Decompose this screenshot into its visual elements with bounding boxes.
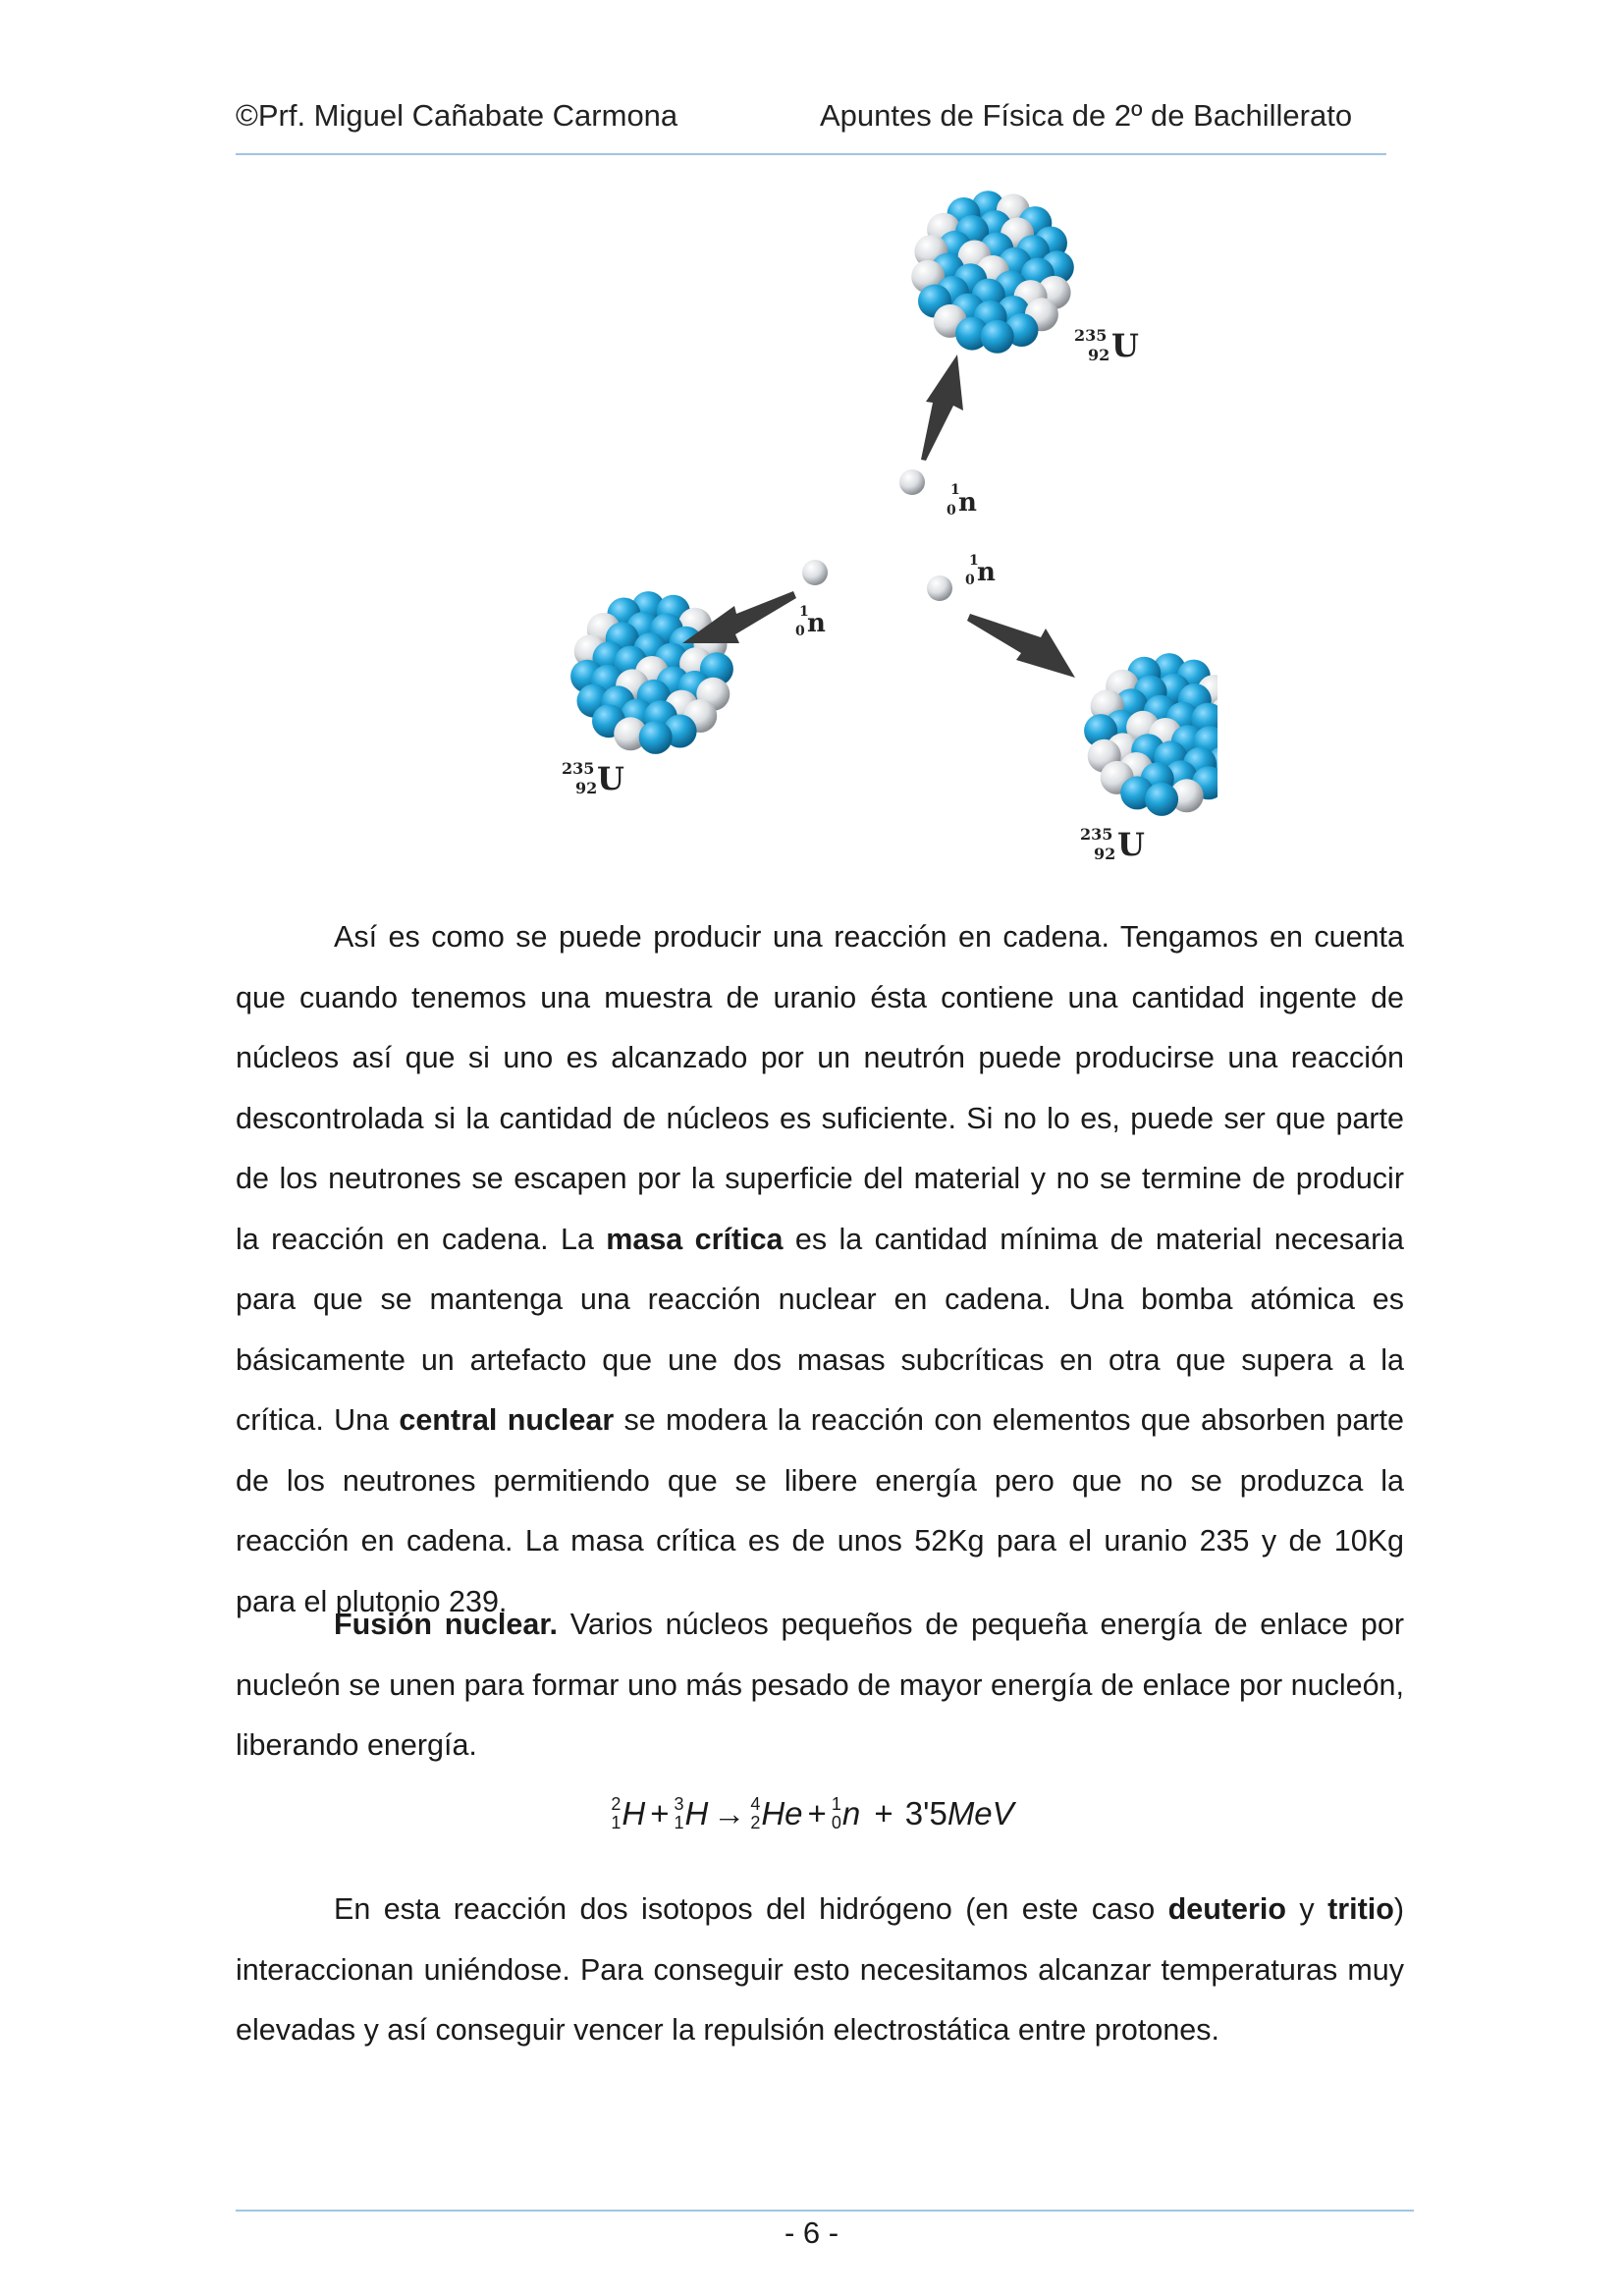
footer-divider	[236, 2210, 1414, 2212]
svg-text:U: U	[597, 760, 624, 797]
page-number: - 6 -	[784, 2215, 839, 2250]
plus-sign: +	[650, 1795, 670, 1831]
svg-text:1: 1	[969, 553, 979, 569]
svg-text:235: 235	[1080, 825, 1113, 844]
neutron-right	[927, 575, 952, 601]
svg-text:U: U	[1117, 826, 1145, 863]
svg-text:0: 0	[965, 573, 975, 588]
proton-sphere	[1145, 783, 1178, 816]
paragraph-text: ) interaccionan uniéndose. Para conseguir esto necesitamos alcanzar temperaturas muy elevadas y así conseguir vencer la repulsión electrostática entre protones.	[236, 1892, 1404, 2047]
arrow-to-top-nucleus	[921, 355, 963, 461]
uranium-label-right	[1080, 825, 1145, 863]
paragraph-text: En esta reacción dos isotopos del hidrógeno (en este caso	[334, 1892, 1168, 1926]
svg-text:92: 92	[1088, 346, 1110, 364]
term-tritium: tritio	[1327, 1892, 1394, 1926]
svg-text:1: 1	[950, 482, 960, 498]
chain-reaction-figure	[511, 182, 1217, 879]
svg-text:U: U	[1111, 327, 1139, 364]
reaction-arrow: →	[713, 1795, 746, 1831]
paragraph-text: y	[1285, 1892, 1328, 1926]
uranium-nucleus-left	[570, 591, 733, 754]
uranium-label-left	[562, 759, 624, 797]
paragraph-text: Varios núcleos pequeños de pequeña energía de enlace por nucleón se unen para formar uno más pesado de mayor energía de enlace por nucleón, liberando energía.	[236, 1608, 1405, 1762]
term-nuclear-fusion: Fusión nuclear.	[334, 1608, 558, 1641]
svg-text:235: 235	[1074, 326, 1108, 345]
proton-sphere	[639, 721, 673, 754]
neutron-label-left	[795, 604, 826, 639]
neutron-label-right	[965, 553, 996, 588]
arrow-to-right-nucleus	[967, 614, 1075, 678]
neutron-left	[802, 560, 828, 585]
neutron-nuclide: 1 0 n	[831, 1794, 861, 1833]
svg-text:92: 92	[1094, 845, 1116, 863]
header-divider	[236, 153, 1386, 155]
svg-text:n: n	[977, 558, 996, 587]
svg-text:235: 235	[562, 759, 595, 778]
neutron-top	[899, 469, 925, 495]
paragraph-fusion	[236, 1595, 1404, 1777]
uranium-nucleus-top	[911, 191, 1074, 354]
svg-text:0: 0	[947, 503, 956, 519]
proton-sphere	[981, 320, 1014, 354]
svg-text:1: 1	[799, 604, 809, 620]
chain-reaction-diagram	[511, 182, 1217, 879]
helium-nuclide: 4 2 He	[750, 1794, 803, 1833]
paragraph-text: se modera la reacción con elementos que absorben parte de los neutrones permitiendo que se libere energía pero que no se produzca la reacción en cadena. La masa crítica es de unos 52Kg para el uranio 235 y de 10Kg para el plutonio 239.	[236, 1403, 1404, 1618]
deuterium-nuclide: 2 1 H	[611, 1794, 646, 1833]
energy-value: 3'5	[904, 1795, 947, 1831]
svg-text:92: 92	[575, 779, 598, 797]
svg-text:n: n	[958, 488, 977, 518]
neutron-label-top	[947, 482, 977, 519]
tritium-nuclide: 3 1 H	[674, 1794, 709, 1833]
header-subject: Apuntes de Física de 2º de Bachillerato	[820, 98, 1353, 133]
paragraph-text: Así es como se puede producir una reacción en cadena. Tengamos en cuenta que cuando tenemos una muestra de uranio ésta contiene una cantidad ingente de núcleos así que si uno es alcanzado por un neutrón puede producirse una reacción descontrolada si la cantidad de núcleos es suficiente. Si no lo es, puede ser que parte de los neutrones se escapen por la superficie del material y no se termine de producir la reacción en cadena. La	[236, 920, 1404, 1256]
svg-text:n: n	[807, 609, 826, 638]
svg-text:0: 0	[795, 624, 805, 639]
fusion-equation	[0, 1795, 1623, 1834]
plus-sign: +	[807, 1795, 827, 1831]
paragraph-isotopes	[236, 1880, 1404, 2061]
page-header	[236, 94, 1384, 143]
term-nuclear-plant: central nuclear	[399, 1403, 615, 1437]
uranium-nucleus-right	[1084, 653, 1217, 816]
term-critical-mass: masa crítica	[606, 1222, 784, 1256]
header-author: ©Prf. Miguel Cañabate Carmona	[236, 98, 678, 133]
plus-sign: +	[865, 1795, 902, 1831]
paragraph-text: es la cantidad mínima de material necesaria para que se mantenga una reacción nuclear en cadena. Una bomba atómica es básicamente un artefacto que une dos masas subcríticas en otra que supera a la crítica. Una	[236, 1222, 1405, 1437]
paragraph-chain-reaction	[236, 907, 1404, 1632]
term-deuterium: deuterio	[1167, 1892, 1286, 1926]
energy-unit: MeV	[947, 1795, 1014, 1831]
uranium-label-top	[1074, 326, 1139, 364]
